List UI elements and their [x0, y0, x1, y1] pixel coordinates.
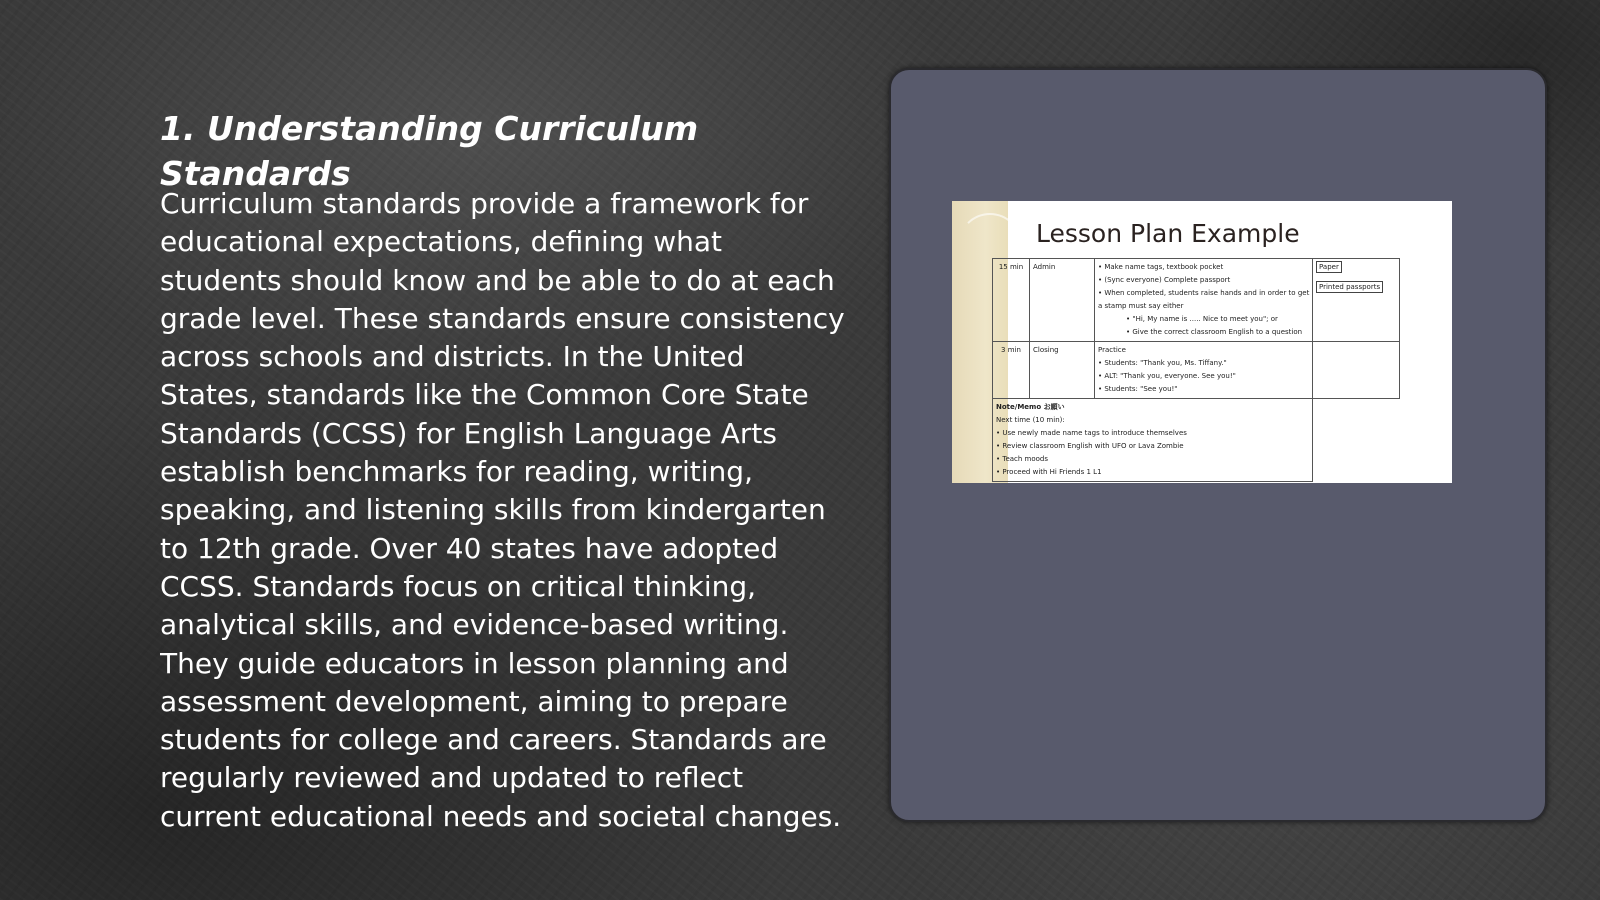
row-time: 15 min [993, 259, 1030, 342]
row-activity: Closing [1030, 342, 1095, 399]
row-materials [1313, 259, 1400, 342]
lesson-plan-title: Lesson Plan Example [1036, 219, 1300, 248]
row-materials [1313, 342, 1400, 399]
detail-line: Practice [1098, 346, 1126, 354]
lesson-plan-image [952, 201, 1452, 483]
row-time: 3 min [993, 342, 1030, 399]
note-memo [993, 399, 1313, 482]
detail-line: • Students: "See you!" [1098, 385, 1178, 393]
note-line: • Review classroom English with UFO or Lava Zombie [996, 442, 1184, 450]
detail-line: a stamp must say either [1098, 302, 1184, 310]
material-printed-passports: Printed passports [1316, 281, 1383, 293]
note-blank-cell [1313, 399, 1400, 482]
detail-line: • (Sync everyone) Complete passport [1098, 276, 1231, 284]
slide-title: 1. Understanding Curriculum Standards [160, 109, 699, 193]
note-line: Next time (10 min): [996, 416, 1065, 424]
detail-line: • ALT: "Thank you, everyone. See you!" [1098, 372, 1236, 380]
row-details [1095, 259, 1313, 342]
note-line: • Teach moods [996, 455, 1049, 463]
slide-body-text: Curriculum standards provide a framework for educational expectations, defining what students should know and be able to do at each grade level. These standards ensure consistency across schools and districts. In the United States, standards like the Common Core State Standards (CCSS) for English Language Arts establish benchmarks for reading, writing, speaking, and listening skills from kindergarten to 12th grade. Over 40 states have adopted CCSS. Standards focus on critical thinking, analytical skills, and evidence-based writing. They guide educators in lesson planning and assessment development, aiming to prepare students for college and careers. Standards are regularly reviewed and updated to reflect current educational needs and societal changes. [160, 187, 845, 833]
detail-line: • Students: "Thank you, Ms. Tiffany." [1098, 359, 1227, 367]
lesson-plan-table [992, 258, 1400, 482]
note-line: • Use newly made name tags to introduce themselves [996, 429, 1187, 437]
row-activity: Admin [1030, 259, 1095, 342]
detail-line: • Give the correct classroom English to a question [1126, 328, 1303, 336]
material-paper: Paper [1316, 261, 1342, 273]
table-row [993, 259, 1400, 342]
detail-line: • When completed, students raise hands and in order to get [1098, 289, 1310, 297]
note-heading: Note/Memo お願い [996, 403, 1065, 411]
image-panel [889, 68, 1547, 822]
row-details [1095, 342, 1313, 399]
table-row [993, 399, 1400, 482]
detail-line: • "Hi, My name is ..... Nice to meet you"; or [1126, 315, 1278, 323]
note-line: • Proceed with Hi Friends 1 L1 [996, 468, 1102, 476]
table-row [993, 342, 1400, 399]
detail-line: • Make name tags, textbook pocket [1098, 263, 1224, 271]
